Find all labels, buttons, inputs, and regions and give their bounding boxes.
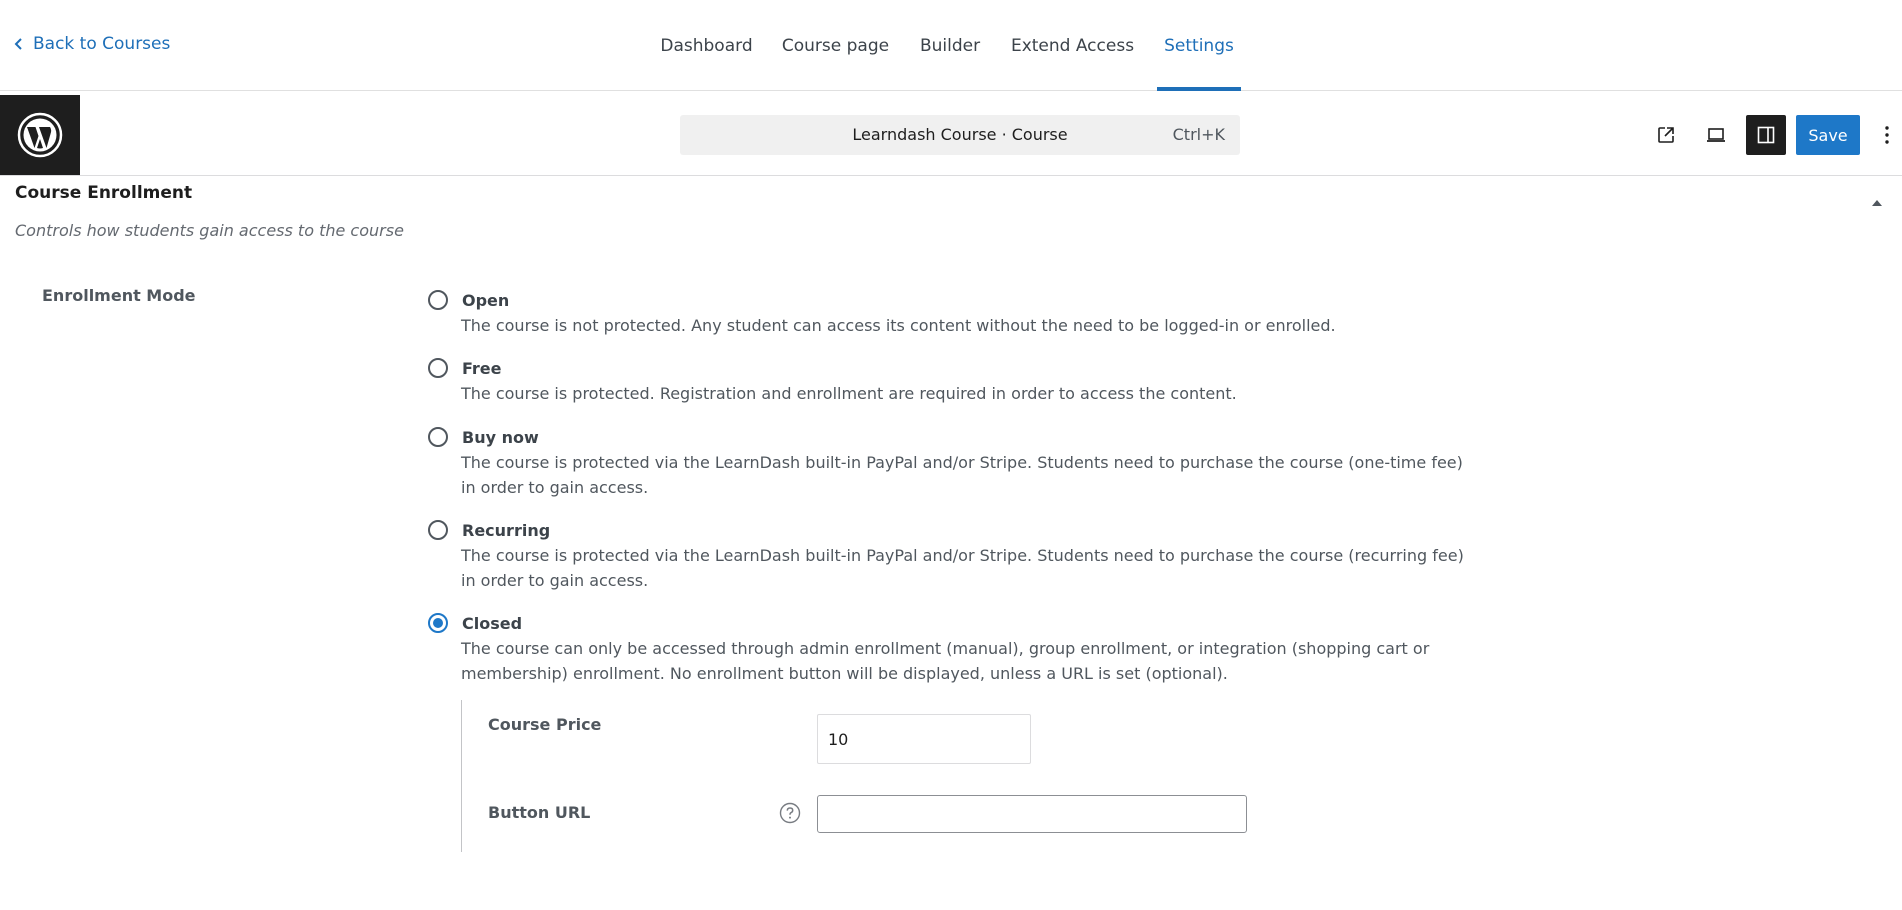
radio-description-free: The course is protected. Registration and enrollment are required in order to access the content. [461,384,1237,403]
enrollment-mode-label: Enrollment Mode [42,286,196,305]
radio-label-buy-now[interactable]: Buy now [462,427,539,447]
document-title: Learndash Course · Course [852,125,1068,144]
settings-sidebar-icon [1754,123,1778,147]
collapse-arrow-icon[interactable] [1870,196,1884,210]
external-view-icon [1654,123,1678,147]
radio-row-recurring[interactable] [428,517,1498,543]
button-url-input[interactable] [817,795,1247,833]
more-options-button[interactable] [1872,115,1902,155]
more-options-icon [1875,123,1899,147]
command-shortcut: Ctrl+K [1172,125,1225,144]
tab-extend-access[interactable]: Extend Access [1010,35,1135,56]
view-post-button[interactable] [1646,115,1686,155]
enrollment-option-buy-now [428,424,1498,500]
tab-course-page[interactable]: Course page [781,35,890,56]
course-price-input[interactable] [817,714,1031,764]
radio-label-free[interactable]: Free [462,358,502,378]
save-button[interactable]: Save [1796,115,1860,155]
editor-header [0,95,1902,176]
radio-recurring[interactable] [428,520,448,540]
radio-description-recurring: The course is protected via the LearnDash built-in PayPal and/or Stripe. Students need to purchase the course (recurring fee) in order to gain access. [461,546,1464,590]
radio-buy-now[interactable] [428,427,448,447]
settings-sidebar-toggle[interactable] [1746,115,1786,155]
radio-description-buy-now: The course is protected via the LearnDash built-in PayPal and/or Stripe. Students need to purchase the course (one-time fee) in order to gain access. [461,453,1463,497]
enrollment-option-free [428,355,1498,406]
tab-settings[interactable]: Settings [1157,0,1241,91]
radio-row-open[interactable] [428,287,1498,313]
device-preview-icon [1704,123,1728,147]
radio-free[interactable] [428,358,448,378]
back-link-label: Back to Courses [33,34,171,54]
wordpress-logo-icon [17,112,63,158]
learndash-top-nav [0,0,1902,91]
radio-label-open[interactable]: Open [462,290,510,310]
course-price-label: Course Price [488,715,602,734]
button-url-label: Button URL [488,803,591,822]
enrollment-option-recurring [428,517,1498,593]
course-tabs [0,0,1902,91]
command-palette-bar[interactable] [680,115,1240,155]
section-description: Controls how students gain access to the course [15,221,404,240]
device-preview-button[interactable] [1696,115,1736,155]
radio-description-closed: The course can only be accessed through admin enrollment (manual), group enrollment, or integration (shopping cart or membership) enrollment. No enrollment button will be displayed, unless a URL is set (optional). [461,639,1430,683]
tab-dashboard[interactable]: Dashboard [660,35,753,56]
enrollment-option-open [428,287,1498,338]
radio-row-free[interactable] [428,355,1498,381]
radio-label-recurring[interactable]: Recurring [462,520,551,540]
help-icon[interactable] [779,802,801,824]
section-title: Course Enrollment [15,183,193,203]
radio-row-buy-now[interactable] [428,424,1498,450]
enrollment-option-closed [428,610,1498,686]
wordpress-logo-button[interactable] [0,95,80,175]
radio-description-open: The course is not protected. Any student can access its content without the need to be logged-in or enrolled. [461,316,1336,335]
tab-builder[interactable]: Builder [919,35,981,56]
radio-closed[interactable] [428,613,448,633]
radio-row-closed[interactable] [428,610,1498,636]
radio-label-closed[interactable]: Closed [462,613,523,633]
closed-mode-subfields [461,700,1261,852]
radio-open[interactable] [428,290,448,310]
